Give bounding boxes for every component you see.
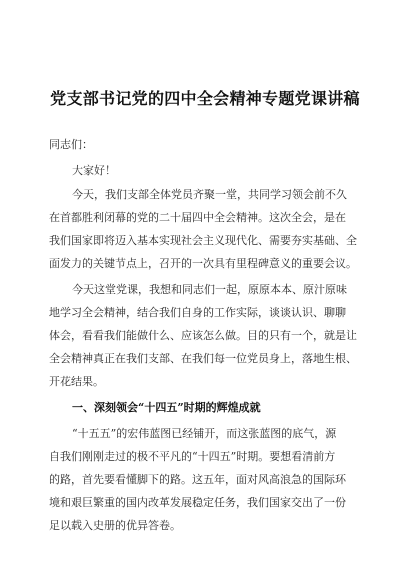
paragraph-1-line: 在首都胜利闭幕的党的二十届四中全会精神。这次全会，是在: [49, 211, 346, 224]
section-heading: 一、深刻领会“十四五”时期的辉煌成就: [72, 401, 261, 414]
paragraph-1-line: 面发力的关键节点上，召开的一次具有里程碑意义的重要会议。: [49, 257, 357, 270]
paragraph-3-line: “十五五”的宏伟蓝图已经铺开，而这张蓝图的底气，源: [72, 427, 337, 440]
greeting: 大家好！: [72, 164, 116, 177]
paragraph-1-line: 我们国家即将迈入基本实现社会主义现代化、需要夯实基础、全: [49, 234, 357, 247]
paragraph-3-line: 的路，首先要看懂脚下的路。这五年，面对风高浪急的国际环: [49, 473, 346, 486]
paragraph-1-line: 今天，我们支部全体党员齐聚一堂，共同学习领会前不久: [72, 188, 347, 201]
paragraph-2-line: 开花结果。: [49, 375, 104, 388]
paragraph-2-line: 地学习全会精神，结合我们自身的工作实际，谈谈认识、聊聊: [49, 306, 346, 319]
paragraph-2-line: 今天这堂党课，我想和同志们一起，原原本本、原汁原味: [72, 283, 347, 296]
paragraph-3-line: 自我们刚刚走过的极不平凡的“十四五”时期。要想看清前方: [49, 450, 336, 463]
paragraph-3-line: 境和艰巨繁重的国内改革发展稳定任务，我们国家交出了一份: [49, 496, 346, 509]
document-title: 党支部书记党的四中全会精神专题党课讲稿: [50, 89, 360, 108]
paragraph-2-line: 全会精神真正在我们支部、在我们每一位党员身上，落地生根、: [49, 352, 357, 365]
salutation: 同志们：: [49, 138, 93, 151]
paragraph-2-line: 体会，看看我们能做什么、应该怎么做。目的只有一个，就是让: [49, 329, 357, 342]
paragraph-3-line: 足以载入史册的优异答卷。: [49, 519, 181, 532]
